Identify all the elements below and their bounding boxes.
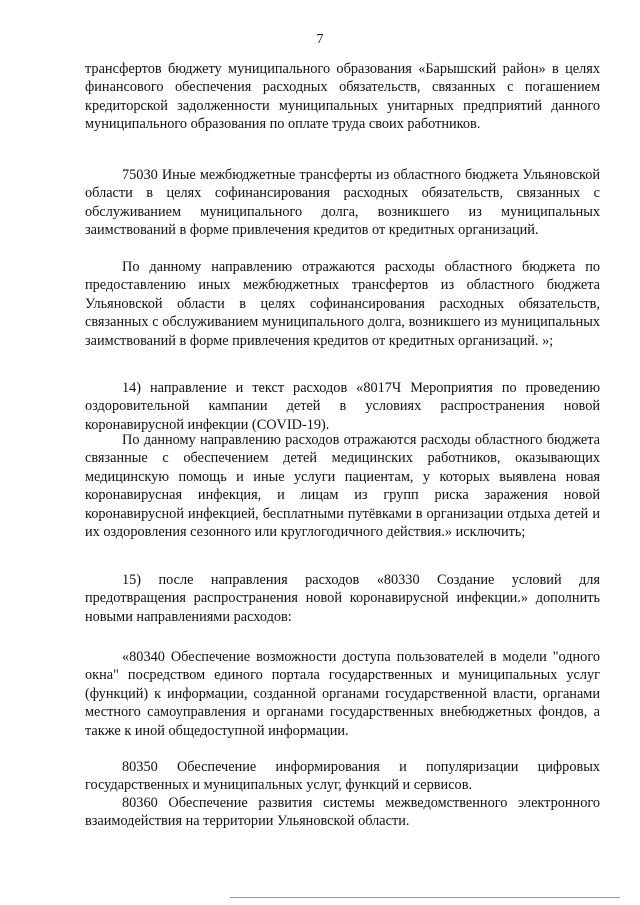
paragraph-item-15: 15) после направления расходов «80330 Создание условий для предотвращения распространения новой коронавирусной инфекции.» дополнить новыми направлениями расходов: bbox=[85, 572, 600, 625]
paragraph-80340: «80340 Обеспечение возможности доступа пользователей в модели "одного окна" посредством единого портала государственных и муниципальных услуг (функций) к информации, созданной органами государственной власти, органами местного самоуправления и органами государственных внебюджетных фондов, а также к иной общедоступной информации. bbox=[85, 649, 600, 739]
paragraph-80350: 80350 Обеспечение информирования и популяризации цифровых государственных и муниципальных услуг, функций и сервисов. bbox=[85, 759, 600, 794]
paragraph-item-14-description: По данному направлению расходов отражаются расходы областного бюджета связанные с обеспечением детей медицинских работников, оказывающих медицинскую помощь и иные услуги пациентам, у которых выявлена новая коронавирусная инфекция, и лицам из групп риска заражения новой коронавирусной инфекцией, бесплатными путёвками в организации отдыха детей и их оздоровления сезонного или круглогодичного действия.» исключить; bbox=[85, 432, 600, 541]
paragraph-continuation: трансфертов бюджету муниципального образования «Барышский район» в целях финансового обеспечения расходных обязательств, связанных с погашением кредиторской задолженности муниципальных унитарных предприятий данного муниципального образования по оплате труда своих работников. bbox=[85, 61, 600, 133]
paragraph-75030-description: По данному направлению отражаются расходы областного бюджета по предоставлению иных межбюджетных трансфертов из областного бюджета Ульяновской области в целях софинансирования расходных обязательств, связанных с обслуживанием муниципального долга, возникшего из муниципальных заимствований в форме привлечения кредитов от кредитных организаций. »; bbox=[85, 259, 600, 349]
scan-artifact-line bbox=[230, 897, 620, 898]
paragraph-75030: 75030 Иные межбюджетные трансферты из областного бюджета Ульяновской области в целях софинансирования расходных обязательств, связанных с обслуживанием муниципального долга, возникшего из муниципальных заимствований в форме привлечения кредитов от кредитных организаций. bbox=[85, 167, 600, 239]
paragraph-item-14: 14) направление и текст расходов «8017Ч Мероприятия по проведению оздоровительной кампании детей в условиях распространения новой коронавирусной инфекции (COVID-19). bbox=[85, 380, 600, 433]
paragraph-80360: 80360 Обеспечение развития системы межведомственного электронного взаимодействия на территории Ульяновской области. bbox=[85, 795, 600, 830]
page-number: 7 bbox=[316, 32, 324, 47]
